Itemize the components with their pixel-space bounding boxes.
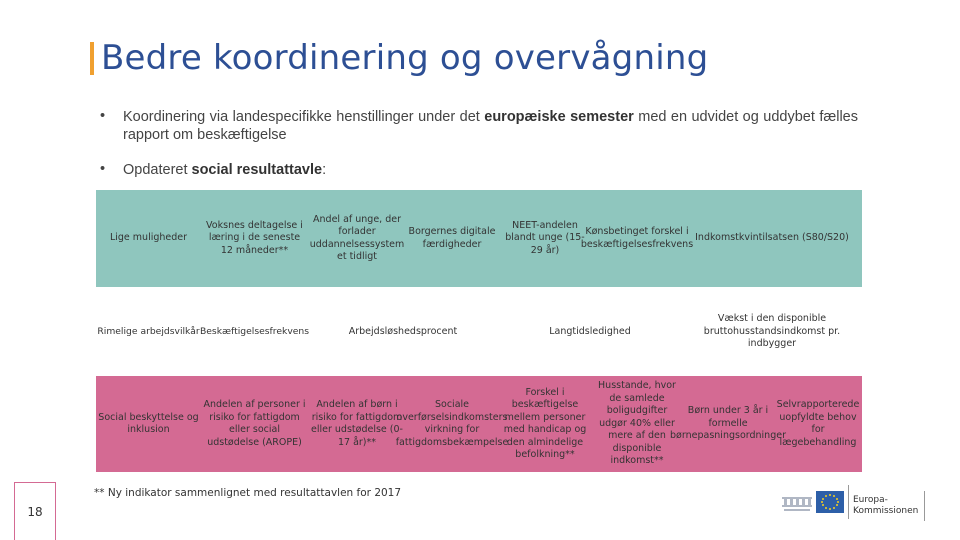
indicator-cell: Voksnes deltagelse i læring i de seneste 12 måneder** bbox=[206, 219, 303, 256]
indicator-cell: Indkomstkvintilsatsen (S80/S20) bbox=[695, 232, 849, 244]
title-accent-bar bbox=[90, 42, 94, 75]
bullet-dot: • bbox=[100, 161, 106, 177]
indicator-cell: Børn under 3 år i formelle børnepasningsordninger bbox=[670, 405, 786, 442]
indicator-cell: Andel af unge, der forlader uddannelsessystem et tidligt bbox=[309, 213, 405, 262]
bullet-dot: • bbox=[100, 108, 106, 124]
indicator-cell: Selvrapporterede uopfyldte behov for lægebehandling bbox=[776, 399, 860, 448]
bullet-text: Opdateret social resultattavle: bbox=[123, 162, 327, 178]
bullet-text: Koordinering via landespecifikke henstillinger under det europæiske semester med en udvidet og uddybet fælles rapport om beskæftigelse bbox=[123, 109, 858, 143]
page-title: Bedre koordinering og overvågning bbox=[101, 38, 709, 78]
indicator-cell: Vækst i den disponible bruttohusstandsindkomst pr. indbygger bbox=[703, 313, 841, 350]
row-label-rimelige-arbejdsvilkaar: Rimelige arbejdsvilkår bbox=[97, 325, 200, 337]
indicator-cell: Andelen af personer i risiko for fattigdom eller social udstødelse (AROPE) bbox=[203, 399, 306, 448]
indicator-cell: Forskel i beskæftigelse mellem personer med handicap og den almindelige befolkning** bbox=[503, 386, 587, 460]
indicator-cell: Arbejdsløshedsprocent bbox=[348, 325, 458, 337]
indicator-cell: Beskæftigelsesfrekvens bbox=[199, 325, 310, 337]
indicator-cell: Sociale overførselsindkomsters virkning for fattigdomsbekæmpelse bbox=[395, 399, 509, 448]
indicator-cell: Borgernes digitale færdigheder bbox=[408, 226, 496, 250]
indicator-cell: Kønsbetinget forskel i beskæftigelsesfrekvens bbox=[580, 226, 694, 250]
footnote: ** Ny indikator sammenlignet med resultattavlen for 2017 bbox=[94, 487, 402, 499]
page-number: 18 bbox=[27, 505, 43, 519]
indicator-cell: Langtidsledighed bbox=[549, 325, 631, 337]
eu-commission-logo bbox=[780, 483, 930, 523]
indicator-cell: NEET-andelen blandt unge (15-29 år) bbox=[505, 219, 585, 256]
logo-text: Europa- Kommissionen bbox=[853, 495, 919, 516]
row-label-lige-muligheder: Lige muligheder bbox=[109, 232, 188, 244]
indicator-cell: Husstande, hvor de samlede boligudgifter udgør 40% eller mere af den disponible indkomst** bbox=[598, 380, 676, 467]
page-number-box bbox=[14, 482, 56, 540]
indicator-cell: Andelen af børn i risiko for fattigdom eller udstødelse (0-17 år)** bbox=[311, 399, 403, 448]
row-label-social-beskyttelse: Social beskyttelse og inklusion bbox=[98, 411, 199, 435]
